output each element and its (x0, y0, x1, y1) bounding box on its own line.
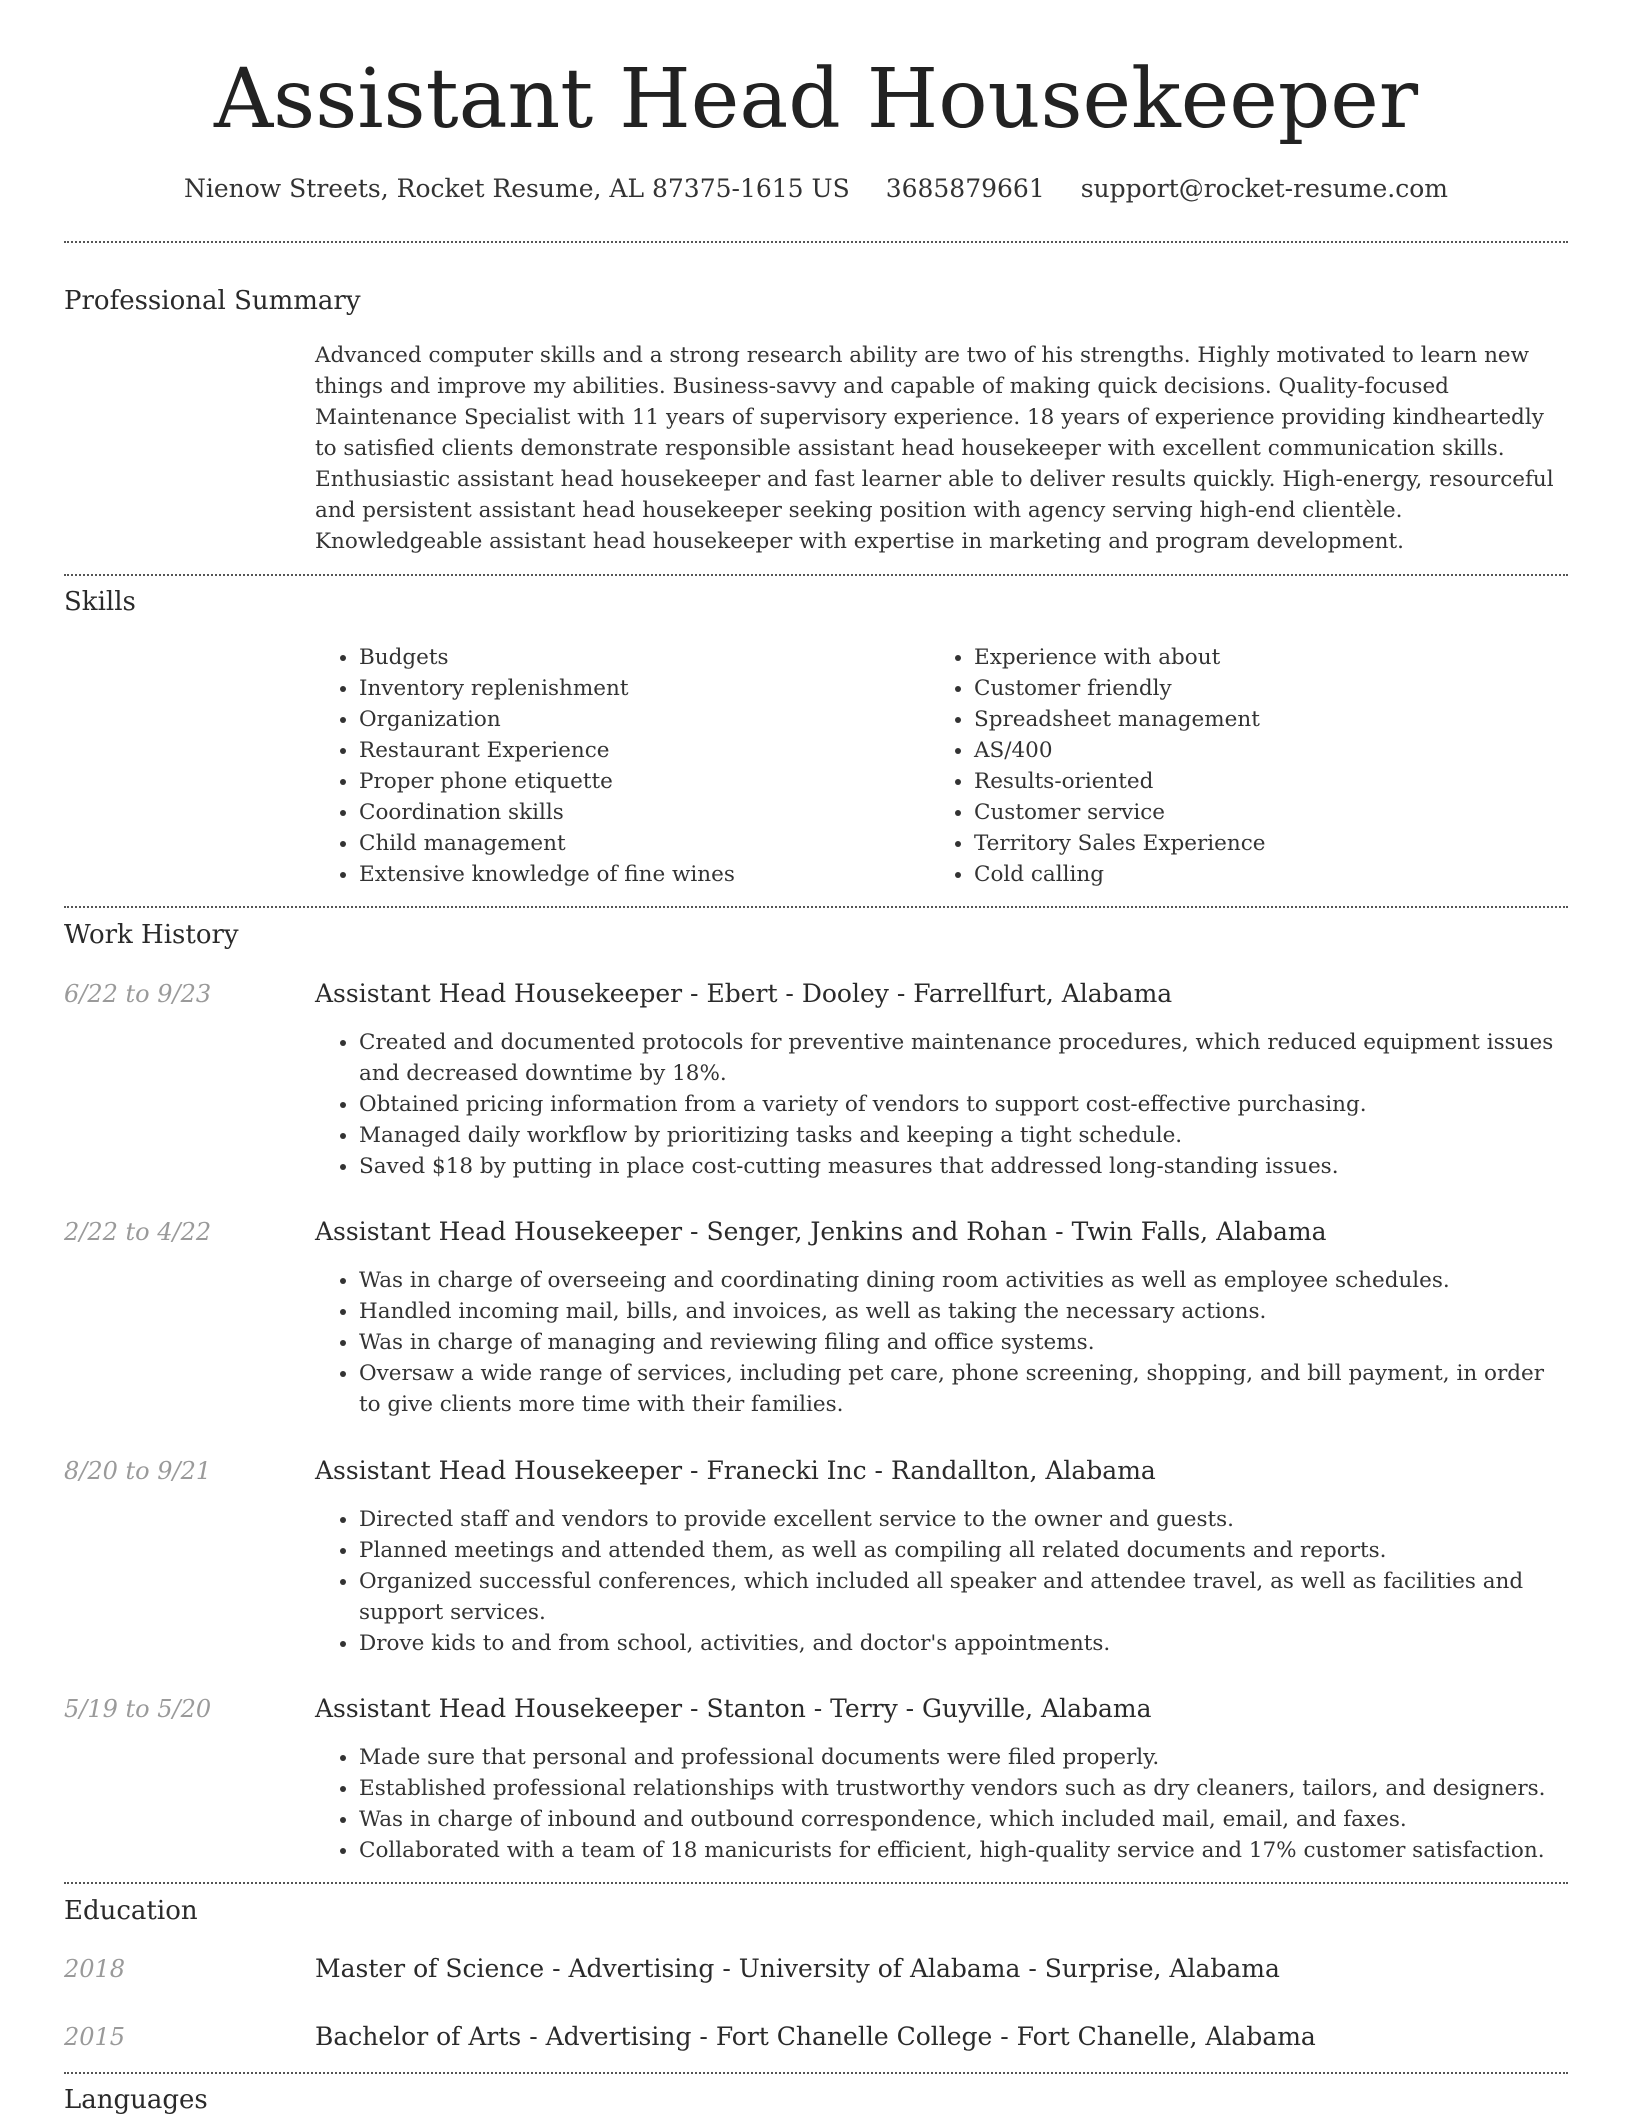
job-title: Assistant Head Housekeeper - Stanton - Terry - Guyville, Alabama (315, 1694, 1152, 1723)
job-title: Assistant Head Housekeeper - Franecki Inc - Randallton, Alabama (315, 1456, 1156, 1485)
job-dates: 5/19 to 5/20 (64, 1695, 212, 1723)
job-bullet: • Directed staff and vendors to provide excellent service to the owner and guests. (359, 1504, 1568, 1535)
job-bullet: • Was in charge of managing and reviewing filing and office systems. (359, 1327, 1568, 1358)
job-bullet: • Obtained pricing information from a variety of vendors to support cost-effective purchasing. (359, 1089, 1568, 1120)
job-bullet: • Oversaw a wide range of services, including pet care, phone screening, shopping, and bill payment, in order to give clients more time with their families. (359, 1358, 1568, 1420)
job-bullets (315, 1265, 1568, 1420)
job-bullet: • Managed daily workflow by prioritizing tasks and keeping a tight schedule. (359, 1120, 1568, 1151)
work-heading: Work History (64, 920, 239, 950)
job-bullet: • Drove kids to and from school, activities, and doctor's appointments. (359, 1628, 1568, 1659)
job-bullet: • Made sure that personal and professional documents were filed properly. (359, 1742, 1568, 1773)
divider (64, 241, 1568, 243)
divider (64, 1882, 1568, 1884)
skill-item: • Restaurant Experience (359, 735, 875, 766)
job-bullet: • Saved $18 by putting in place cost-cutting measures that addressed long-standing issues. (359, 1151, 1568, 1182)
job-bullet: • Planned meetings and attended them, as well as compiling all related documents and reports. (359, 1535, 1568, 1566)
skill-item: • Territory Sales Experience (974, 828, 1490, 859)
job-bullet: • Created and documented protocols for preventive maintenance procedures, which reduced equipment issues and decreased downtime by 18%. (359, 1027, 1568, 1089)
skill-item: • Coordination skills (359, 797, 875, 828)
job-bullet: • Established professional relationships with trustworthy vendors such as dry cleaners, tailors, and designers. (359, 1773, 1568, 1804)
email: support@rocket-resume.com (1080, 174, 1449, 203)
job-dates: 2/22 to 4/22 (64, 1218, 212, 1246)
summary-heading: Professional Summary (64, 286, 361, 316)
education-heading: Education (64, 1896, 198, 1926)
education-year: 2018 (64, 1955, 126, 1983)
education-year: 2015 (64, 2023, 126, 2051)
skill-item: • Results-oriented (974, 766, 1490, 797)
skills-column-right (930, 642, 1490, 890)
divider (64, 906, 1568, 908)
job-bullet: • Organized successful conferences, which included all speaker and attendee travel, as well as facilities and support services. (359, 1566, 1568, 1628)
phone: 3685879661 (885, 174, 1045, 203)
job-bullet: • Was in charge of inbound and outbound correspondence, which included mail, email, and faxes. (359, 1804, 1568, 1835)
summary-text: Advanced computer skills and a strong research ability are two of his strengths. Highly motivated to learn new things and improve my abilities. Business-savvy and capable of making quick decisions. Quality-focused Maintenance Specialist with 11 years of supervisory experience. 18 years of experience providing kindheartedly to satisfied clients demonstrate responsible assistant head housekeeper with excellent communication skills. Enthusiastic assistant head housekeeper and fast learner able to deliver results quickly. High-energy, resourceful and persistent assistant head housekeeper seeking position with agency serving high-end clientèle. Knowledgeable assistant head housekeeper with expertise in marketing and program development. (315, 343, 1554, 554)
skills-column-left (315, 642, 875, 890)
skill-item: • Extensive knowledge of fine wines (359, 859, 875, 890)
job-bullet: • Handled incoming mail, bills, and invoices, as well as taking the necessary actions. (359, 1296, 1568, 1327)
skill-item: • AS/400 (974, 735, 1490, 766)
contact-line (0, 172, 1632, 206)
skill-item: • Customer friendly (974, 673, 1490, 704)
skill-item: • Proper phone etiquette (359, 766, 875, 797)
education-degree: Master of Science - Advertising - University of Alabama - Surprise, Alabama (315, 1954, 1280, 1983)
skill-item: • Cold calling (974, 859, 1490, 890)
divider (64, 2072, 1568, 2074)
skill-item: • Spreadsheet management (974, 704, 1490, 735)
divider (64, 574, 1568, 576)
job-title: Assistant Head Housekeeper - Ebert - Dooley - Farrellfurt, Alabama (315, 979, 1173, 1008)
address: Nienow Streets, Rocket Resume, AL 87375-1615 US (183, 174, 850, 203)
skill-item: • Inventory replenishment (359, 673, 875, 704)
skills-heading: Skills (64, 587, 136, 617)
resume-name: Assistant Head Housekeeper (213, 52, 1419, 147)
skill-item: • Child management (359, 828, 875, 859)
job-title: Assistant Head Housekeeper - Senger, Jenkins and Rohan - Twin Falls, Alabama (315, 1217, 1327, 1246)
skill-item: • Budgets (359, 642, 875, 673)
languages-heading: Languages (64, 2085, 208, 2115)
skill-item: • Organization (359, 704, 875, 735)
job-dates: 8/20 to 9/21 (64, 1457, 212, 1485)
job-bullets (315, 1027, 1568, 1182)
skill-item: • Customer service (974, 797, 1490, 828)
job-bullets (315, 1504, 1568, 1659)
job-bullet: • Was in charge of overseeing and coordinating dining room activities as well as employee schedules. (359, 1265, 1568, 1296)
skill-item: • Experience with about (974, 642, 1490, 673)
education-degree: Bachelor of Arts - Advertising - Fort Chanelle College - Fort Chanelle, Alabama (315, 2022, 1316, 2051)
job-bullets (315, 1742, 1568, 1866)
job-dates: 6/22 to 9/23 (64, 980, 212, 1008)
job-bullet: • Collaborated with a team of 18 manicurists for efficient, high-quality service and 17% customer satisfaction. (359, 1835, 1568, 1866)
